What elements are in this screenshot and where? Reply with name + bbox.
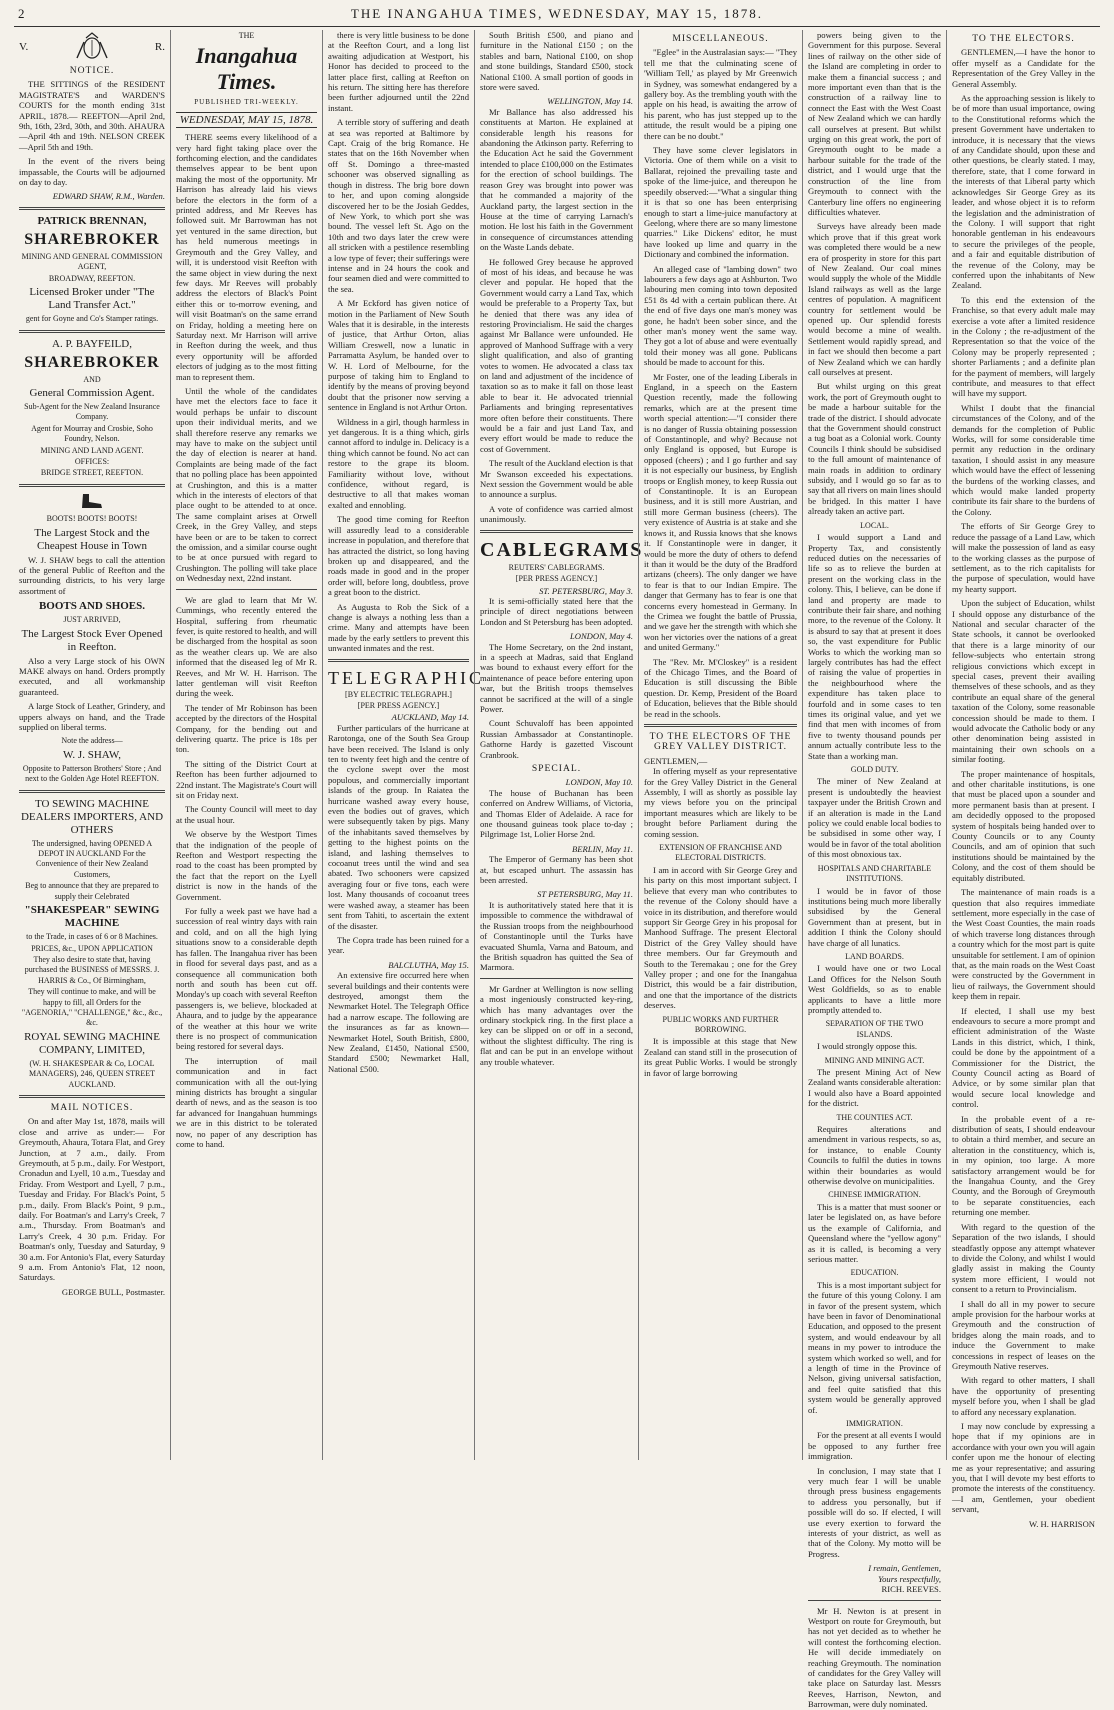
section-heading: HOSPITALS AND CHARITABLE INSTITUTIONS. xyxy=(817,863,932,884)
bayfeild-trade: SHAREBROKER xyxy=(24,353,160,371)
mail-signature: GEORGE BULL, Postmaster. xyxy=(61,1286,165,1297)
dateline-place: LONDON, May 10. xyxy=(565,777,633,788)
dateline-place: ST PETERSBURG, May 11. xyxy=(537,889,633,900)
brennan-name: PATRICK BRENNAN, xyxy=(37,214,147,227)
column-2-editorial xyxy=(170,30,322,1460)
telegraph-paragraph: The result of the Auckland election is that Mr Swanson exceeded his expectations. Next session the Government would be able to announce a surplus. xyxy=(480,458,633,500)
address-paragraph: In conclusion, I may state that I very much fear I will be unable through press business engagements to address you personally, but if possible will do so. If elected, I will use every exertion to forward the interests of your district, as well as that of the Colony. My motto will be Progress. xyxy=(808,1465,941,1559)
notice-paragraph: In the event of the rivers being impassable, the Courts will be adjourned on day to day. xyxy=(19,156,165,188)
section-heading: CHINESE IMMIGRATION. xyxy=(828,1190,921,1200)
misc-paragraph: The "Rev. Mr. M'Closkey" is a resident of the Chicago Times, and the Board of Education is still discussing the Bible question. Dr. Kemp, President of the Board of Education, believes that the Bible should be read in the schools. xyxy=(644,656,797,719)
address-paragraph: Upon the subject of Education, whilst I should oppose any disturbance of the National and secular character of the State schools, it cannot be overlooked that there is a large minority of our fellow-subjects who entertain strong religious convictions which except in special cases, prevent their availing themselves of these schools, and as they contribute an equal share of the general taxation of the Colony, some reasonable concession should be made to them. I would advocate the Catholic body or any other denomination being assisted in maintaining their own schools on a similar footing. xyxy=(952,598,1095,765)
address-paragraph: Whilst I doubt that the financial circumstances of the Colony, and of the demands for the completion of Public Works, will for some considerable time permit any reduction in the ordinary taxation, I should assist in any measure which would have the effect of lessening the burdens of the working classes, and which would make landed property contribute its fair share to the burdens of the Colony. xyxy=(952,402,1095,517)
telegraph-paragraph: Mr Ballance has also addressed his constituents at Marton. He explained at considerable length his reasons for abandoning the Atkinson party. Referring to the Education Act he said the Government intended to place £100,000 on the Estimates for the erection of school buildings. The reason Grey was brought into power was that he commanded a majority of the Auckland party, the largest section in the House at the time of carrying Larnach's motion. He lost his faith in the Government in consequence of circumstances attending on the Waste Lands debate. xyxy=(480,106,633,253)
address-paragraph: I would have one or two Local Land Offices for the Nelson South West Goldfields, so as to enable applicants to have a little more promptly attended to. xyxy=(808,963,941,1015)
divider xyxy=(19,207,165,210)
cable-paragraph: The Home Secretary, on the 2nd instant, in a speech at Madras, said that England was bound to exhaust every effort for the maintenance of peace before entering upon war, but the British troops themselves cannot be sacrificed at the will of a single Power. xyxy=(480,641,633,714)
address-paragraph: For the present at all events I would be opposed to any further free immigration. xyxy=(808,1430,941,1462)
dateline: WEDNESDAY, MAY 15, 1878. xyxy=(176,112,317,128)
boots-leather: A large Stock of Leather, Grindery, and uppers always on hand, and the Trade supplied on liberal terms. xyxy=(19,701,165,733)
address-signature: W. H. HARRISON xyxy=(1028,1518,1095,1529)
section-heading: THE COUNTIES ACT. xyxy=(836,1112,913,1122)
section-heading: GOLD DUTY. xyxy=(850,765,899,775)
bayfeild-general-agent: General Commission Agent. xyxy=(29,386,155,399)
address-paragraph: I am in accord with Sir George Grey and his party on this most important subject. I believe that every man who contributes to the revenue of the Colony should have a voice in its distribution, and therefore would support Sir George Grey in his proposal for Manhood Suffrage. The present Electoral District of the Grey Valley should have three members. Our far Greymouth and South to the Teremakau ; one for the Grey Valley proper ; and one for the Inangahua District, this would be a fair distribution, and one that the importance of the districts deserves. xyxy=(644,864,797,1011)
bayfeild-mining: MINING AND LAND AGENT. xyxy=(40,445,144,455)
cablegrams-heading: CABLEGRAMS xyxy=(480,538,644,561)
section-heading: LOCAL. xyxy=(860,520,889,530)
news-paragraph: We observe by the Westport Times that the indignation of the people of Reefton and Westport respecting the road to the coast has been prompted by the fact that the report on the Lyell district is now in the hands of the Government. xyxy=(176,829,317,902)
dateline-place: BALCLUTHA, May 15. xyxy=(388,959,469,970)
boots-opposite: Opposite to Patterson Brothers' Store ; And next to the Golden Age Hotel REEFTON. xyxy=(22,763,162,784)
column-1-advertisements xyxy=(14,30,170,1460)
address-paragraph: As the approaching session is likely to be of more than usual importance, owing to the Constitutional reforms which the present Government have undertaken to introduce, it is necessary that the views of any Candidate should, upon these and other questions, be clearly stated. I may, therefore, state, that I come forward in the interests of that Liberal party which acknowledges Sir George Grey as its leader, and whose object it is to reform the legislation and the administration of the Colony. I will support that right honorable gentleman in his endeavours to secure the privileges of the people, and a fair and equitable distribution of the revenue of the Colony, may be conferred upon the inhabitants of New Zealand. xyxy=(952,93,1095,291)
news-paragraph: The sitting of the District Court at Reefton has been further adjourned to 22nd instant. The Magistrate's Court will sit on Friday next. xyxy=(176,758,317,800)
bayfeild-subagent: Sub-Agent for the New Zealand Insurance Company. xyxy=(24,401,160,422)
divider xyxy=(19,484,165,487)
column-7-address xyxy=(946,30,1100,1529)
address-paragraph: The maintenance of main roads is a question that also requires immediate settlement, more especially in the case of the West Coast Counties, the main roads of which traverse long distances through a country which for the most part is quite unsuitable for settlement. I am of opinion that, as the main roads on the West Coast were constructed by the Government in lieu of railways, the Government should keep them in repair. xyxy=(952,887,1095,1002)
bayfeild-agent: Agent for Mourray and Crosbie, Soho Foundry, Nelson. xyxy=(31,423,153,444)
telegraphic-subheading: [BY ELECTRIC TELEGRAPH.] xyxy=(345,689,452,699)
boots-and-shoes: BOOTS AND SHOES. xyxy=(38,600,146,613)
misc-paragraph: "Eglee" in the Australasian says:— "They tell me that the culminating scene of 'William Tell,' as played by Mr Greenwich in Sydney, was somewhat endangered by a gallery boy. As the trembling youth with the apple on his head, is awaiting the arrow of his parent, who has just stepped up to the attitude, the result would be a piping one there can be no doubt." xyxy=(644,47,797,141)
dateline-place: BERLIN, May 11. xyxy=(572,843,633,854)
bayfeild-and: AND xyxy=(83,374,101,384)
divider xyxy=(19,1095,165,1098)
divider xyxy=(328,659,469,662)
telegraphic-agency: [PER PRESS AGENCY.] xyxy=(357,700,440,710)
address-paragraph: With regard to the question of the Separation of the two islands, I should steadfastly oppose any attempt whatever to divide the Colony, and whilst I would gladly assist in making the County system more efficient, I would not consent to a return to Provincialism. xyxy=(952,1221,1095,1295)
notice-body: THE SITTINGS of the RESIDENT MAGISTRATE'S and WARDEN'S COURTS for the month ending 31st APRIL, 1878.— REEFTON—April 2nd, 9th, 16th, 23rd, 30th, and 30th. AHAURA—April 4th and 19th. NELSON CREEK—April 5th and 19th. xyxy=(19,79,165,152)
dateline-place: LONDON, May 4. xyxy=(569,631,633,642)
cable-paragraph: It is semi-officially stated here that the principle of direct negotiations between London and St Petersburg has been adopted. xyxy=(480,595,633,627)
misc-paragraph: Mr Foster, one of the leading Liberals in England, in a speech on the Eastern Question recently, made the following remarks, which are at the present time worth special attention:—"I consider there is no danger of Russia obtaining possession of Constantinople, and why? Because not only England is opposed, but Europe is opposed (cheers) ; and I go further and say it is not especially our business, by English troops or English money, to keep Russia out of Constantinople. It is an European business, and it is still more Austrian, and still more German business (cheers). The very existence of Austria is at stake and she knows it, and Russia knows that she knows it. If Constantinople were in danger, it would be more the duty of others to defend it than it would be the duty of the Bradford artizans (cheers). The only danger we have to fear is that to our Indian Empire. The danger that Germany has to fear is one that concerns every homestead in Germany. In the Crimea we fought the battle of Prussia, and we gave her the strength with which she won her victories over the nations of a great and united Germany." xyxy=(644,371,797,653)
column-4-cablegrams xyxy=(474,30,644,1460)
news-paragraph: A terrible story of suffering and death at sea was reported at Baltimore by Capt. Craig of the brig Romance. He states that on the 16th November when off St. Domingo a three-masted schooner was observed signalling as though in distress. The brig bore down to her, and upon coming alongside discovered her to be the Josiah Geddes, of New York, to which port she was bound. The vessel left St. Ago on the 10th and two days later the crew were all stricken with a pestilence resembling a low type of fever; their sufferings were intense and in 24 hours the cook and four seamen died and were committed to the sea. xyxy=(328,117,469,294)
section-heading: EXTENSION OF FRANCHISE AND ELECTORAL DISTRICTS. xyxy=(659,843,782,863)
news-paragraph: The good time coming for Reefton will assuredly lead to a considerable increase in population, and therefore that has attracted the district, so long having broken up and disappeared, and the roads made in good and in the proper order will, before long, doubtless, prove a great boon to the district. xyxy=(328,514,469,598)
miscellaneous-heading: MISCELLANEOUS. xyxy=(672,33,769,44)
address-paragraph: In the probable event of a re-distribution of seats, I should endeavour to obtain a third member, and secure an alteration in the constituency, which is, in my opinion, too large. A more satisfactory arrangement would be for the Inangahua County, and the Grey County, and the Borough of Greymouth to be separate constituencies, each returning one member. xyxy=(952,1113,1095,1218)
telegraph-paragraph: An extensive fire occurred here when several buildings and their contents were destroyed, amongst them the Newmarket Hotel. The Telegraph Office had a narrow escape. The following are the insurances as far as known—Newmarket Hotel, South British, £800, New Zealand, £1450, National £500, Standard £500; Newmarket Hall, National £500. xyxy=(328,970,469,1074)
salutation: GENTLEMEN,—I have the honor to offer myself as a Candidate for the Representation of the Grey Valley in the General Assembly. xyxy=(952,47,1095,89)
divider xyxy=(19,330,165,333)
royal-company-name: ROYAL SEWING MACHINE COMPANY, LIMITED, xyxy=(24,1030,160,1056)
cablegrams-agency: [PER PRESS AGENCY.] xyxy=(515,574,598,584)
cable-paragraph: The Emperor of Germany has been shot at, but escaped unhurt. The assassin has been arrested. xyxy=(480,854,633,886)
address-paragraph: With regard to other matters, I shall have the opportunity of presenting myself before you, when I shall be glad to afford any necessary explanation. xyxy=(952,1375,1095,1417)
address-paragraph: To this end the extension of the Franchise, so that every adult male may exercise a vote after a limited residence in the Colony ; the re-adjustment of the Representation so that the voice of the Colony may be properly represented ; shorter Parliaments ; and a definite plan for the payment of members, will largely contribute, and measures to that effect will have my support. xyxy=(952,294,1095,399)
mail-notices-body: On and after May 1st, 1878, mails will close and arrive as under:— For Greymouth, Ahaura, Totara Flat, and Grey Junction, at 7 a.m., daily. From Greymouth, at 5 p.m., daily. For Westport, Cronadun and Lyell, 10 a.m., Tuesday and Friday. From Westport and Lyell, 7 p.m., Tuesday and Friday. For Black's Point, 5 p.m., daily. From Black's Point, 9 p.m., daily. For Boatman's and Larry's Creek, 7 a.m., Thursday. From Boatman's and Larry's Creek, 4 30 p.m. Friday. For Boatman's only, Tuesday and Saturday, 9 30 a.m. For Antonio's Flat, every Saturday 9 a.m. From Antonio's Flat, 12 noon, Saturdays. xyxy=(19,1116,165,1283)
address-paragraph: The present Mining Act of New Zealand wants considerable alteration: I would also have a Board appointed for the district. xyxy=(808,1067,941,1109)
closing-line: I remain, Gentlemen, xyxy=(868,1563,941,1574)
notice-title: NOTICE. xyxy=(69,65,115,76)
section-heading: MINING AND MINING ACT. xyxy=(824,1055,925,1065)
news-paragraph: The tender of Mr Robinson has been accepted by the directors of the Hospital Company, for the bending out and delivering quartz. The price is 18s per ton. xyxy=(176,702,317,755)
divider xyxy=(644,724,797,727)
boots-signature: W. J. SHAW, xyxy=(63,748,121,761)
notice-r: R. xyxy=(154,40,165,53)
telegraph-paragraph: Further particulars of the hurricane at Rarotonga, one of the South Sea Group have been received. The Island is only ten to twenty feet high and the centre of the cyclone swept over the most populous, and commercially important islands of the group. In Raiatea the hurricane washed away every house, even the bodies out of graves, which were subsequently taken by pigs. Many of the inhabitants saved themselves by getting to the highest points on the island, and lashing themselves to cocoanut trees until the wind and sea abated. Two schooners were capsized averaging four or five tons, each were lost. Many thousands of cocoanut trees were washed away, a steamer has been sent from Tahiti, to ascertain the extent of the disaster. xyxy=(328,722,469,931)
address-paragraph: It is impossible at this stage that New Zealand can stand still in the prosecution of its great Public Works. I would be strongly in favor of large borrowing xyxy=(644,1036,797,1078)
address-paragraph: powers being given to the Government for this purpose. Several lines of railway on the other side of the Island are completing in order to make them a financial success ; and more important even than that is the construction of a railway line to connect the East with the West Coast of New Zealand which we can hardly call ourselves at present. But whilst urging on this great work, the port of Greymouth ought to be made a harbour suitable for the trade of the district, and I would urge that the construction of the line from Greymouth to connect with the Canterbury line offers no engineering difficulties whatever. xyxy=(808,30,941,217)
sewing-heading: TO SEWING MACHINE DEALERS IMPORTERS, AND OTHERS xyxy=(20,797,164,836)
divider xyxy=(19,790,165,793)
brennan-address: BROADWAY, REEFTON. xyxy=(48,273,136,283)
boots-note: Note the address— xyxy=(61,736,123,746)
boots-headline: The Largest Stock and the Cheapest House in Town xyxy=(34,526,150,552)
column-3-news xyxy=(322,30,484,1460)
boots-arrived: JUST ARRIVED, xyxy=(63,615,121,625)
editorial-paragraph: Until the whole of the candidates have met the electors face to face it would perhaps be unfair to discount upon their individual merits, and we shall therefore reserve any remarks we may have to make on the subject until the day of election is nearer at hand. Complaints are being made of the fact that no polling place has been appointed at Crushington, and this is a matter which in the interests of electors of that place ought to be attended to at once. The same complaint arises at Orwell Creek, in the Grey Valley, and steps have been or are to be taken to correct the omission, and a similar course ought to be at once pursued with regard to Crushington. The polling will take place on Wednesday next, 22nd instant. xyxy=(176,385,317,584)
divider xyxy=(480,978,633,979)
news-paragraph: For fully a week past we have had a succession of real wintry days with rain and cold, and on all the high lying situations snow to a considerable depth has fallen. The Inangahua river has been in flood for several days past, and as a consequence all communication both north and south has been cut off. Monday's up coach with several Reefton passengers is, we believe, blockaded at Ahaura, and to judge by the appearance of the weather at this hour we write there is no prospect of communication being restored for several days. xyxy=(176,906,317,1052)
notice-crest xyxy=(19,32,165,62)
divider xyxy=(176,589,317,590)
section-heading: IMMIGRATION. xyxy=(846,1419,903,1428)
boots-own-make: Also a very Large stock of his OWN MAKE always on hand. Orders promptly executed, and all workmanship guaranteed. xyxy=(19,655,165,697)
masthead-title: Inangahua Times. xyxy=(195,43,298,95)
royal-arms-icon xyxy=(71,32,113,62)
sewing-trade: to the Trade, in cases of 6 or 8 Machines. xyxy=(26,932,158,942)
address-paragraph: The miner of New Zealand at present is undoubtedly the heaviest taxpayer under the British Crown and if an alteration is made in the Land policy we could enable local bodies to be subsidised in some other way, I would be in favor of the total abolition of this most obnoxious tax. xyxy=(808,776,941,860)
brennan-trade: SHAREBROKER xyxy=(24,230,160,248)
cable-paragraph: It is authoritatively stated here that it is impossible to commence the withdrawal of the Russian troops from the neighbourhood of Constantinople until the Turks have evacuated Shumla, Varna and Batoum, and the British squadron has quitted the Sea of Marmora. xyxy=(480,899,633,973)
address-paragraph: I would strongly oppose this. xyxy=(817,1041,918,1052)
cablegrams-subheading: REUTERS' CABLEGRAMS. xyxy=(508,562,605,572)
bayfeild-name: A. P. BAYFEILD, xyxy=(52,337,132,350)
divider xyxy=(480,530,633,533)
sewing-machine-name: "SHAKESPEAR" SEWING MACHINE xyxy=(24,904,160,930)
dateline-place: WELLINGTON, May 14. xyxy=(547,96,633,107)
boots-heading: BOOTS! BOOTS! BOOTS! xyxy=(46,514,138,524)
column-6-address xyxy=(802,30,946,1710)
masthead-small: THE xyxy=(238,31,255,40)
notice-v: V. xyxy=(19,40,29,53)
section-heading: PUBLIC WORKS AND FURTHER BORROWING. xyxy=(662,1014,779,1034)
news-paragraph: Mr Gardner at Wellington is now selling a most ingeniously constructed key-ring, which has many advantages over the ordinary stockpick ring. In the first place a key can be slipped on or off in a second, without the slightest difficulty. The ring is flat and can be put in an envelope without any trouble whatever. xyxy=(480,983,633,1067)
news-paragraph: there is very little business to be done at the Reefton Court, and a long list awaiting adjudication at Westport, his Honor has decided to proceed to the latter place first, calling at Reefton on his return. The sitting here has therefore been further adjourned until the 22nd instant. xyxy=(328,30,469,113)
mail-notices-title: MAIL NOTICES. xyxy=(50,1101,134,1113)
sewing-beg: Beg to announce that they are prepared to supply their Celebrated xyxy=(25,881,159,901)
address-paragraph: I would support a Land and Property Tax, and consistently reduced duties on the necessaries of life so as to relieve the burden at present on the working class in the colony. This, I believe, can be done if land and property are made to contribute their fair share, and nothing more, to the revenue of the Colony. It is absurd to say that at present it does so, the vast expenditure for Public Works to which the working man so largely contributes has had the effect of raising the value of properties in the neighbourhood where the expenditure has taken place to fourfold and in some cases to ten times its original value, and yet we find that men with incomes of from five to twenty thousand pounds per annum actually contribute less to the State than a working man. xyxy=(808,532,941,761)
address-signature: RICH. REEVES. xyxy=(881,1584,941,1595)
boot-icon xyxy=(19,492,165,512)
cable-paragraph: The house of Buchanan has been conferred on Andrew Williams, of Victoria, and Thomas Elder of Adelaide. A race for one thousand guineas took place to-day ; Pilgrimage 1st, Lolier Horse 2nd. xyxy=(480,787,633,840)
brennan-line: MINING AND GENERAL COMMISSION AGENT, xyxy=(21,251,163,272)
news-paragraph: The County Council will meet to day at the usual hour. xyxy=(176,804,317,825)
editorial-paragraph: THERE seems every likelihood of a very hard fight taking place over the forthcoming election, and the candidates themselves appear to be bent upon making the most of the opportunity. Mr Harrison has already laid his views before the electors in the form of a printed address, and Mr Reeves has followed suit. Mr Barrowman has not yet ventured in the same direction, but has held numerous meetings in Greymouth and the Grey Valley, and will, it is understood visit Reefton with the same object in view during the next few days. Mr Reeves will probably address the electors of Black's Point either this or to-morrow evening, and will visit Boatman's on the same errand on Friday, holding a meeting here on Saturday next. Mr Harrison will arrive in Reefton during the week, and thus every opportunity will be afforded electors of judging as to the most fitting man to represent them. xyxy=(176,132,317,382)
address-paragraph: This is a most important subject for the future of this young Colony. I am in favor of the present system, which have been in favor of Denominational Education, and opposed to the present system, and would endeavour by all means in my power to introduce the system which worked so well, and for a length of time in the Province of Nelson, giving universal satisfaction, and feel quite satisfied that this system would be generally approved of. xyxy=(808,1279,941,1415)
section-heading: LAND BOARDS. xyxy=(845,951,904,961)
address-paragraph: I would be in favor of those institutions being much more liberally subsidised by the General Government than at present, but in addition I think the Colony should have charge of all lunatics. xyxy=(808,885,941,948)
section-heading: EDUCATION. xyxy=(850,1268,899,1278)
electors-heading: TO THE ELECTORS. xyxy=(972,33,1075,44)
telegraphic-heading: TELEGRAPHIC xyxy=(328,667,484,688)
brennan-licence: Licensed Broker under "The Land Transfer Act." xyxy=(29,286,155,312)
misc-paragraph: An alleged case of "lambing down" two labourers a few days ago at Ashburton. Two labouring men coming into town deposited £51 8s 4d with a certain publican there. At the end of five days one man's money was gone, he hadn't been sober since, and the other man's money went the same way. They got a lot of abuse and were eventually told their money was all gone. Publicans should be made to account for this. xyxy=(644,263,797,368)
address-paragraph: I may now conclude by expressing a hope that if my opinions are in accordance with your own you will again confer upon me the honour of electing me as your representative; and assuring you, that I will devote my best efforts to promote the interests of the constituency.—I am, Gentlemen, your obedient servant, xyxy=(952,1421,1095,1515)
telegraph-paragraph: The Copra trade has been ruined for a year. xyxy=(328,934,469,956)
electors-heading: TO THE ELECTORS OF THE GREY VALLEY DISTRICT. xyxy=(649,731,792,753)
closing-line: Yours respectfully, xyxy=(878,1573,941,1584)
divider xyxy=(808,1600,941,1601)
running-head xyxy=(14,6,1100,27)
news-paragraph: Wildness in a girl, though harmless in yet dangerous. It is a thing which, girls cannot afford to indulge in. Delicacy is a thing which cannot be found. No act can restore to the grape its bloom. Familiarity without love, without confidence, without regard, is destructive to all that makes woman exalted and ennobling. xyxy=(328,416,469,510)
address-paragraph: This is a matter that must sooner or later be legislated on, as have before us the example of California, and Queensland where the "yellow agony" as it is called, is becoming a very serious matter. xyxy=(808,1201,941,1264)
address-paragraph: If elected, I shall use my best endeavours to secure a more prompt and efficient administration of the Waste Lands in this district, which, I think, could be done by the appointment of a Commissioner for the District, the County Council acting as Board of Advice, or by some similar plan that would secure local knowledge and control. xyxy=(952,1005,1095,1110)
brennan-agent: gent for Goyne and Co's Stamper ratings. xyxy=(25,314,159,324)
sewing-prices: PRICES, &c., UPON APPLICATION xyxy=(31,943,153,953)
telegraph-paragraph: South British £500, and piano and furniture in the National £150 ; on the stables and barn, National £100, on shop and stone buildings, Standard £500, stock National £100. A small portion of goods in store were saved. xyxy=(480,30,633,93)
column-5-miscellaneous xyxy=(638,30,802,1460)
boots-body: W. J. SHAW begs to call the attention of the general Public of Reefton and the surrounding districts, to his very large assortment of xyxy=(19,554,165,596)
boots-largest: The Largest Stock Ever Opened in Reefton. xyxy=(21,627,163,653)
address-paragraph: I shall do all in my power to secure ample provision for the harbour works at Greymouth and the construction of bridges along the main roads, and to induce the Government to make concessions in respect of leases on the Greymouth Native reserves. xyxy=(952,1298,1095,1371)
notice-signature: EDWARD SHAW, R.M., Warden. xyxy=(52,191,165,202)
address-paragraph: Surveys have already been made which prove that if this great work was completed there would be a new era of prosperity in store for this part of New Zealand. Our coal mines would supply the whole of the Middle Island railways as well as the large centres of population. A magnificent country for settlement would be opened up. Our splendid forests would become a mine of wealth. Settlement would rapidly spread, and in fact we should then become a part of New Zealand which we can hardly call ourselves at present. xyxy=(808,221,941,377)
dateline-place: ST. PETERSBURG, May 3. xyxy=(539,585,633,596)
royal-company-address: (W. H. SHAKESPEAR & Co, LOCAL MANAGERS), 246, QUEEN STREET AUCKLAND. xyxy=(29,1058,155,1089)
news-paragraph: We are glad to learn that Mr W. Cummings, who recently entered the Hospital, suffering from rheumatic fever, is quite restored to health, and will be discharged from the hospital as soon as the weather clears up. We are also informed that the diseased leg of Mr R. Reeves, and Mr W. H. Harrison. The latter gentleman will visit Reefton during the week. xyxy=(176,594,317,699)
salutation: GENTLEMEN,— xyxy=(644,755,708,766)
address-paragraph: Requires alterations and amendment in various respects, so as, for instance, to enable County Councils to fulfil the duties in towns within their boundaries as would otherwise devolve on municipalities. xyxy=(808,1124,941,1187)
special-heading: SPECIAL. xyxy=(531,763,582,774)
offices-title: OFFICES: xyxy=(74,456,110,466)
news-paragraph: As Augusta to Rob the Sick of a change is always a nothing less than a crime. Many and attempts have been made by the early settlers to prevent this unwanted inmates and the rest. xyxy=(328,601,469,654)
sewing-also: They also desire to state that, having purchased the BUSINESS of MESSRS. J. HARRIS & Co., Of Birmingham, xyxy=(24,954,160,985)
page-number: 2 xyxy=(18,6,25,21)
sewing-body: The undersigned, having OPENED A DEPOT IN AUCKLAND For the Convenience of their New Zealand Customers, xyxy=(31,838,153,879)
sewing-continue: They will continue to make, and will be happy to fill, all Orders for the "AGENORIA," "CHALLENGE," &c., &c., &c. xyxy=(21,987,163,1028)
news-paragraph: Mr H. Newton is at present in Westport on route for Greymouth, but has not yet decided as to whether he will contest the forthcoming election. He will decide immediately on reaching Greymouth. The nomination of candidates for the Grey Valley will take place on Saturday last. Messrs Reeves, Harrison, Newton, and Barrowman, were duly nominated. xyxy=(808,1605,941,1710)
masthead-subtitle: PUBLISHED TRI-WEEKLY. xyxy=(194,98,299,107)
misc-paragraph: They have some clever legislators in Victoria. One of them while on a visit to Ballarat, rejoined the prevailing taste and spoke of the lime-juice, and thereupon he speedily observed:—"What a singular thing it is that so one has been enterprising enough to start a lime-juice manufactory at Geelong, where there are so many limestone quarries." Like Dickens' editor, he must have looked up lime and quarry in the Dictionary and combined the information. xyxy=(644,145,797,260)
offices-address: BRIDGE STREET, REEFTON. xyxy=(40,468,144,478)
news-paragraph: A Mr Eckford has given notice of motion in the Parliament of New South Wales that it is desirable, in the interests of justice, that Arthur Orton, alias William Creswell, now a lunatic in Parramatta Asylum, be handed over to W. H. Lord of Melbourne, for the purpose of taking him to England to identify by the means of proving beyond doubt that the prisoner now serving a sentence in England is not Arthur Orton. xyxy=(328,298,469,413)
telegraph-paragraph: A vote of confidence was carried almost unanimously. xyxy=(480,503,633,525)
address-paragraph: But whilst urging on this great work, the port of Greymouth ought to be made a harbour suitable for the trade of the district. I should advocate that the Government should construct a tug boat as a Colonial work. County Councils I think should be subsidised to the full amount of maintenance of main roads in addition to ordinary subsidy, and I would go so far as to say that all rivers on main lines should be bridged. In this matter I have already taken an active part. xyxy=(808,381,941,517)
address-paragraph: In offering myself as your representative for the Grey Valley District in the General Assembly, I will as shortly as possible lay my views before you on the principal important measures which are likely to be brought before Parliament during the coming session. xyxy=(644,766,797,839)
running-title: THE INANGAHUA TIMES, WEDNESDAY, MAY 15, 1878. xyxy=(350,6,764,21)
section-heading: SEPARATION OF THE TWO ISLANDS. xyxy=(825,1019,924,1039)
telegraph-paragraph: He followed Grey because he approved of most of his ideas, and because he was clever and popular. He hoped that the Government would carry a Land Tax, which would be preferable to a Property Tax, but he denied that there was any idea of restoring Provincialism. He said the charges against Mr Ballance were unfounded. He approved of Manhood Suffrage with a very slight qualification, and also of granting votes to women. He advocated a class tax on land and adjustment of the incidence of taxation so as to make it fall on those least able to bear it. He advocated triennial Parliaments and bringing representatives more often before their constituents. There would be a fair and just Land Tax, and every effort would be made to reduce the cost of Government. xyxy=(480,256,633,454)
cable-paragraph: Count Schuvaloff has been appointed Russian Ambassador at Constantinople. Gathorne Hardy is gazetted Viscount Cranbrook. xyxy=(480,718,633,760)
news-paragraph: The interruption of mail communication and in fact communication with all the out-lying mining districts has brought a singular dearth of news, and as the season is too far advanced for Inangahuan hummings we are in this district to be tolerated now, no paper of any description has come to hand. xyxy=(176,1055,317,1149)
address-paragraph: The efforts of Sir George Grey to reduce the passage of a Land Law, which will make the possession of land as easy to the working classes as the purpose of settlement, as to the rich capitalists for the purpose of speculation, would have my hearty support. xyxy=(952,521,1095,594)
address-paragraph: The proper maintenance of hospitals, and other charitable institutions, is one that must be placed upon a sounder and more permanent basis than at present. I am decidedly opposed to the proposed system of hospitals being handed over to County Councils or to any County Councils, and am of opinion that such institutions should be maintained by the Colony, and the cost of them should be equitably distributed. xyxy=(952,768,1095,883)
dateline-place: AUCKLAND, May 14. xyxy=(391,712,469,723)
